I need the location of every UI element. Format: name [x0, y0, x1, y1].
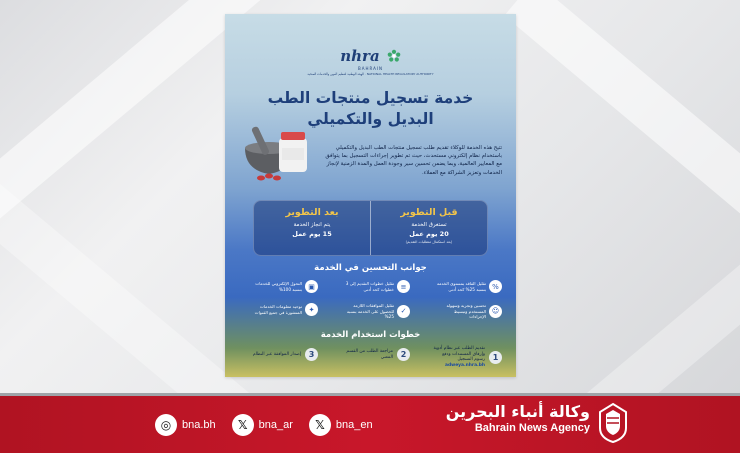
product-illustration	[239, 118, 321, 184]
social-link-x-ar[interactable]	[232, 414, 299, 436]
unify-icon: ✦	[305, 303, 318, 316]
improvement-item: ▣ التحول الإلكتروني للخدمات بنسبة 100%	[252, 280, 318, 293]
bna-brand	[440, 402, 590, 434]
logo-authority: الهيئة الوطنية لتنظيم المهن والخدمات الصحية · NATIONAL HEALTH REGULATORY AUTHORITY	[307, 72, 434, 76]
improvement-item: ☺ تحسين وتجربة وسهولة المستخدم وتبسيط الإجراءات	[436, 303, 502, 320]
after-duration: 15 يوم عمل	[292, 230, 332, 238]
before-heading: قبل التطوير	[400, 207, 458, 218]
news-poster-image	[225, 14, 516, 377]
title-line-2: البديل والتكميلي	[307, 110, 434, 128]
social-handle: bna_en	[335, 418, 373, 431]
digital-icon: ▣	[305, 280, 318, 293]
before-duration: 20 يوم عمل	[409, 230, 449, 238]
after-line-1: يتم انجاز الخدمة	[293, 222, 331, 228]
step-item	[249, 348, 318, 361]
nhra-logo	[225, 46, 516, 76]
social-handle: bna.bh	[182, 418, 216, 431]
logo-sub: BAHRAIN	[357, 66, 383, 71]
approval-icon: ✓	[397, 305, 410, 318]
brand-english: Bahrain News Agency	[474, 422, 590, 434]
step-item	[433, 346, 502, 368]
step-text: مراجعة الطلب من القسم المعني	[346, 348, 393, 360]
improvement-item: % تقليل الفاقد بمستوى الخدمة بنسبة 25% كحد أدنى	[436, 280, 502, 293]
improvement-item: ✦ توحيد معلومات الخدمات المنشورة في جميع القنوات	[252, 303, 318, 316]
social-links	[155, 414, 379, 436]
after-heading: بعد التطوير	[285, 207, 339, 218]
steps-icon: ≡	[397, 280, 410, 293]
before-after-panel	[253, 200, 488, 256]
social-link-website[interactable]	[155, 414, 222, 436]
improvement-item: ✓ تقليل الموافقات اللازمة للحصول على الخدمة بنسبة 25%	[344, 303, 410, 320]
logo-text: nhra	[340, 47, 380, 65]
step-number: 1	[489, 351, 502, 364]
title-line-1: خدمة تسجيل منتجات الطب	[267, 89, 474, 107]
x-icon: 𝕏	[232, 414, 254, 436]
percent-icon: %	[489, 280, 502, 293]
step-url: adweya.nhra.bh	[445, 362, 485, 368]
step-text: إصدار الموافقة عبر النظام	[253, 351, 301, 357]
bna-globe-icon: ◎	[155, 414, 177, 436]
step-item	[341, 348, 410, 361]
x-icon: 𝕏	[309, 414, 331, 436]
step-text: تقديم الطلب عبر نظام أدوية وإرفاق المستندات ودفع رسوم التسجيل	[433, 346, 485, 363]
user-icon: ☺	[489, 305, 502, 318]
steps-title: خطوات استخدام الخدمة	[320, 330, 421, 340]
improvements-title: جوانب التحسين في الخدمة	[314, 263, 427, 273]
before-line-1: تستغرق الخدمة	[411, 222, 447, 228]
footer-bar	[0, 396, 740, 453]
bna-emblem-icon	[598, 402, 628, 444]
flower-icon	[387, 49, 401, 63]
after-column	[254, 201, 371, 255]
brand-arabic: وكالة أنباء البحرين	[445, 402, 590, 421]
step-number: 3	[305, 348, 318, 361]
before-column	[371, 201, 487, 255]
improvement-item: ≡ تقليل خطوات التقديم إلى 3 خطوات كحد أدنى	[344, 280, 410, 293]
social-link-x-en[interactable]	[309, 414, 379, 436]
social-handle: bna_ar	[258, 418, 293, 431]
before-note: (بعد استكمال متطلبات التقديم)	[405, 240, 453, 244]
step-number: 2	[397, 348, 410, 361]
intro-paragraph: تتيح هذه الخدمة للوكلاء تقديم طلب تسجيل منتجات الطب البديل والتكميلي باستخدام نظام إلكتروني مستحدث، حيث تم تطوير إجراءات التسجيل بما يتوافق مع المعايير العالمية، وبما يضمن تحسين سير وجودة العمل والمدة الزمنية لإنجاز الخدمات وتعزيز الشراكة مع العملاء.	[325, 145, 502, 176]
